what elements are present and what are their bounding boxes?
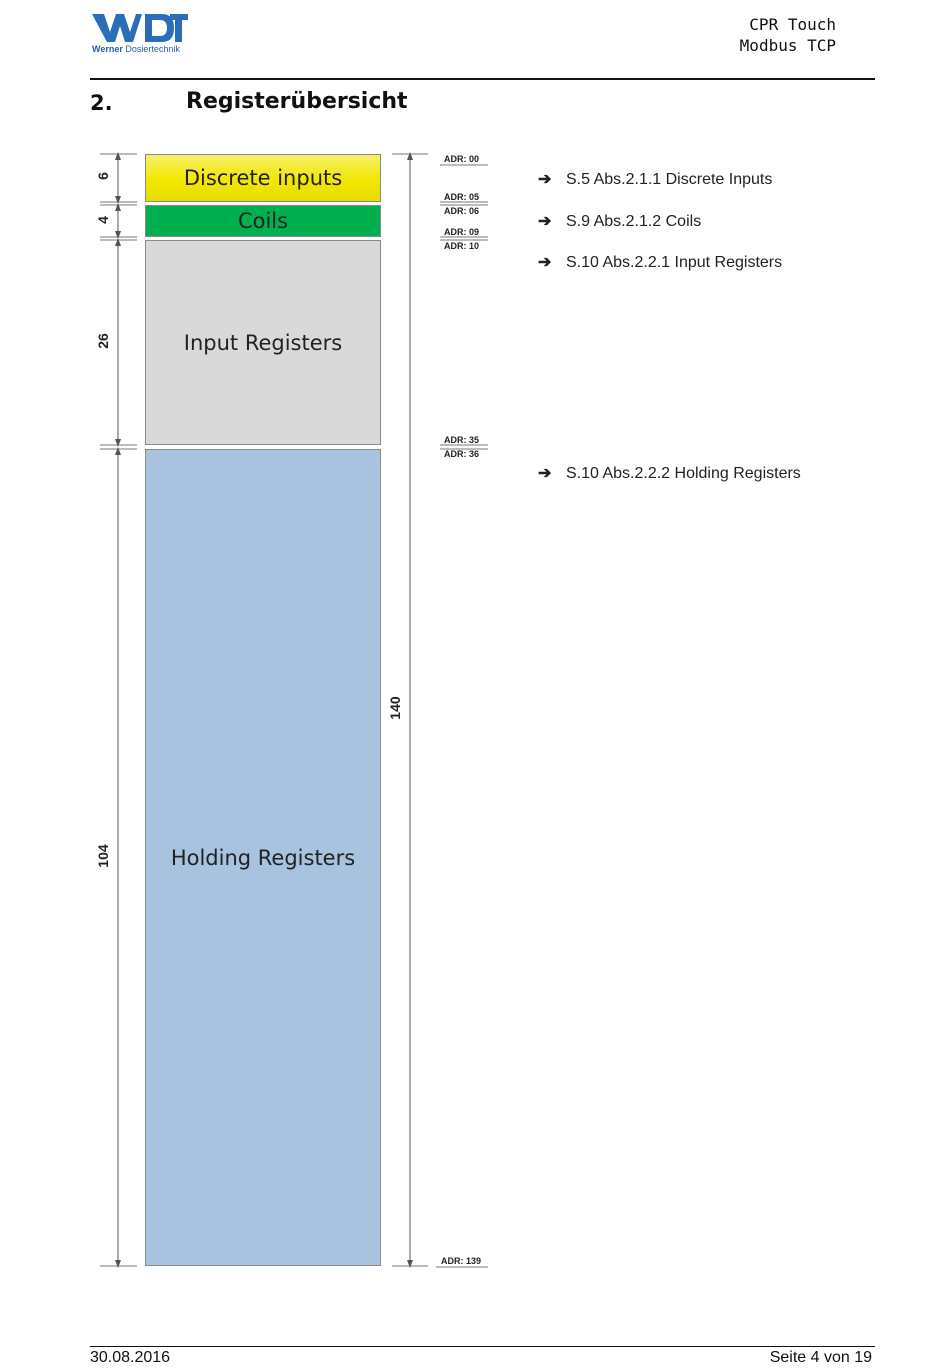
reference-input-registers[interactable] xyxy=(538,252,782,272)
company-name-bold: Werner xyxy=(92,44,123,54)
input-registers-block xyxy=(145,240,381,445)
footer-date: 30.08.2016 xyxy=(90,1349,171,1366)
address-label: ADR: 139 xyxy=(441,1256,482,1266)
dim-label-total: 140 xyxy=(387,696,403,720)
footer-page-number: Seite 4 von 19 xyxy=(769,1349,872,1366)
arrow-right-icon: ➔ xyxy=(538,465,552,482)
address-label: ADR: 00 xyxy=(444,154,480,164)
coils-label: Coils xyxy=(237,209,289,233)
doc-title-line1: CPR Touch xyxy=(749,15,836,34)
reference-holding-registers[interactable] xyxy=(538,463,801,483)
holding-registers-block xyxy=(145,449,381,1266)
section-number: 2. xyxy=(90,91,113,115)
reference-text: S.9 Abs.2.1.2 Coils xyxy=(566,213,702,230)
address-label: ADR: 05 xyxy=(444,192,480,202)
address-label: ADR: 06 xyxy=(444,206,480,216)
input-registers-label: Input Registers xyxy=(183,330,343,355)
footer-divider xyxy=(90,1346,875,1347)
holding-registers-label: Holding Registers xyxy=(170,845,356,870)
discrete-inputs-label: Discrete inputs xyxy=(183,166,343,190)
coils-block xyxy=(145,205,381,237)
dim-label-coils: 4 xyxy=(95,216,111,224)
reference-text: S.5 Abs.2.1.1 Discrete Inputs xyxy=(566,171,773,188)
company-name-rest: Dosiertechnik xyxy=(125,44,180,54)
section-title: Registerübersicht xyxy=(186,89,408,114)
reference-coils[interactable] xyxy=(538,211,701,231)
dim-label-discrete-inputs: 6 xyxy=(95,172,111,180)
address-label: ADR: 36 xyxy=(444,449,480,459)
address-label: ADR: 10 xyxy=(444,241,480,251)
address-label: ADR: 09 xyxy=(444,227,480,237)
reference-text: S.10 Abs.2.2.2 Holding Registers xyxy=(566,465,801,482)
arrow-right-icon: ➔ xyxy=(538,213,552,230)
address-label: ADR: 35 xyxy=(444,435,480,445)
reference-text: S.10 Abs.2.2.1 Input Registers xyxy=(566,254,783,271)
dim-label-input-registers: 26 xyxy=(95,333,111,349)
doc-title-line2: Modbus TCP xyxy=(739,36,836,55)
dim-label-holding-registers: 104 xyxy=(95,844,111,868)
arrow-right-icon: ➔ xyxy=(538,254,552,271)
discrete-inputs-block xyxy=(145,154,381,202)
reference-discrete-inputs[interactable] xyxy=(538,169,772,189)
arrow-right-icon: ➔ xyxy=(538,171,552,188)
